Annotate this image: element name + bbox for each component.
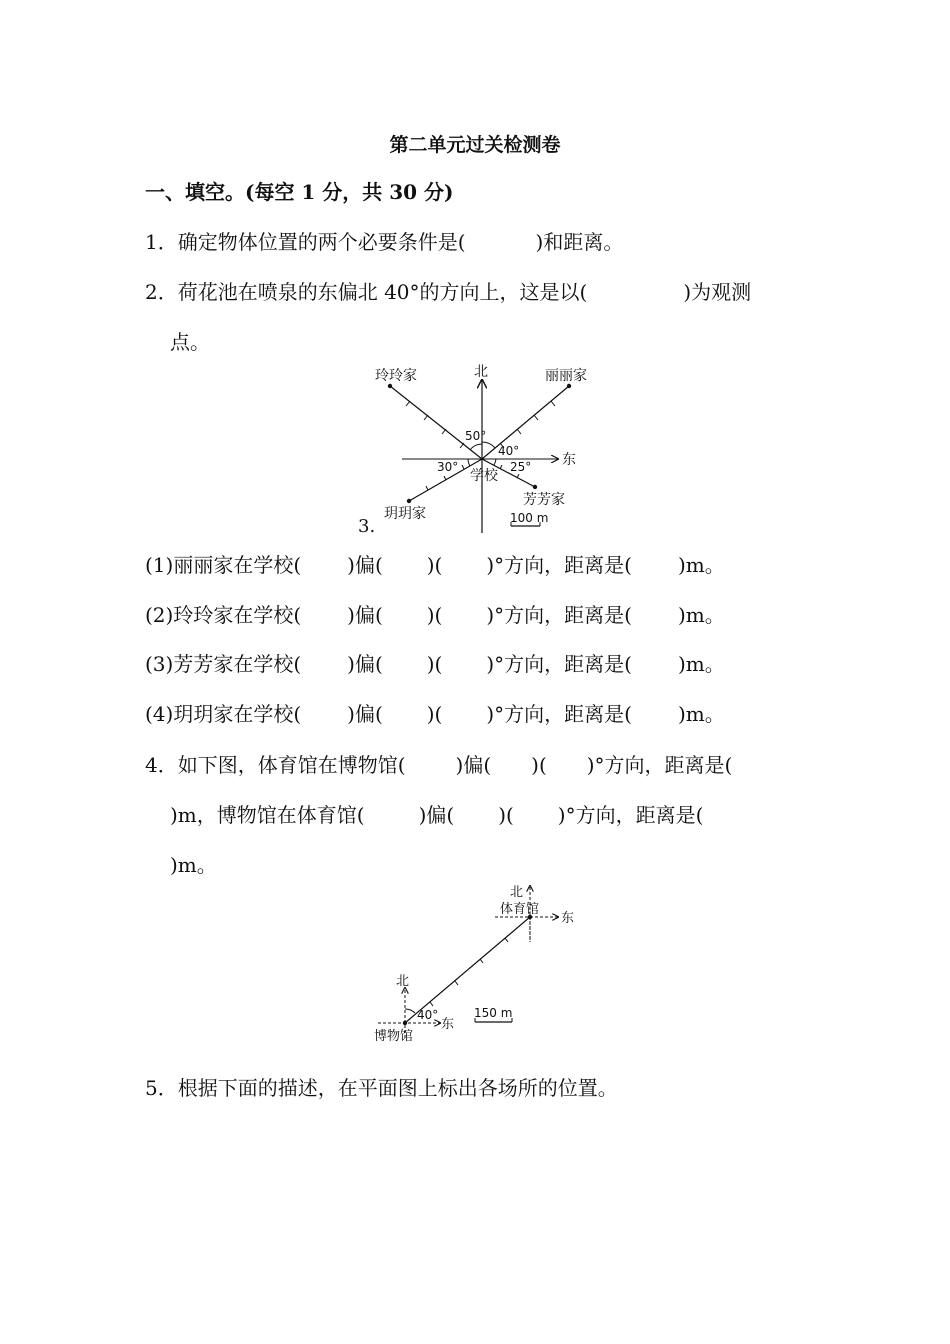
q3-label-lingling: 玲玲家 [375, 368, 417, 384]
question-5: 5．根据下面的描述，在平面图上标出各场所的位置。 [145, 1076, 618, 1100]
q3-text: )( [426, 652, 443, 676]
q3-label-yueyue: 玥玥家 [384, 506, 426, 522]
q3-text: )m。 [677, 702, 725, 726]
q3-text: )偏( [347, 702, 383, 726]
question-4-line-3: )m。 [170, 853, 217, 877]
q1-text-pre: 1．确定物体位置的两个必要条件是( [145, 230, 466, 254]
q4-tick-marks [430, 938, 508, 1006]
q3-text: )m。 [677, 603, 725, 627]
q4-angle-arc [405, 1009, 415, 1013]
q3-angle-30: 30° [437, 460, 459, 474]
q3-point-lingling [388, 384, 392, 388]
q4-text: )°方向，距离是( [557, 803, 704, 827]
q3-text: )°方向，距离是( [486, 652, 632, 676]
q3-direction-figure [340, 358, 600, 538]
q3-text: )°方向，距离是( [486, 603, 632, 627]
q3-text: )( [426, 553, 443, 577]
q3-label-school: 学校 [470, 468, 498, 484]
q4-text: 4．如下图，体育馆在博物馆( [145, 753, 406, 777]
q3-arc-50 [470, 444, 482, 450]
q4-point-museum [403, 1021, 407, 1025]
q3-angle-50: 50° [465, 429, 487, 443]
q2-text-pre: 2．荷花池在喷泉的东偏北 40°的方向上，这是以( [145, 280, 588, 304]
q3-label-lili: 丽丽家 [545, 368, 587, 384]
q4-text: )°方向，距离是( [586, 753, 733, 777]
q3-label-north: 北 [474, 364, 488, 380]
q4-direction-figure [360, 880, 590, 1050]
q3-arc-25 [494, 459, 496, 465]
question-2-continuation: 点。 [170, 330, 210, 354]
q4-label-east-top: 东 [561, 911, 575, 926]
q4-scale-label: 150 m [474, 1006, 513, 1020]
question-4-line-1 [145, 751, 732, 779]
q2-text-post: )为观测 [683, 280, 752, 304]
q3-part-3 [145, 650, 725, 678]
q3-angle-40: 40° [498, 444, 520, 458]
q3-text: )°方向，距离是( [486, 553, 632, 577]
q3-text: )偏( [347, 553, 383, 577]
q3-label-east: 东 [562, 452, 576, 468]
q4-label-museum: 博物馆 [374, 1029, 414, 1044]
q3-point-lili [567, 384, 571, 388]
q3-ray-lingling [390, 386, 482, 459]
q3-text: )( [426, 702, 443, 726]
q3-part-label: (4)玥玥家在学校( [145, 702, 302, 726]
question-4-line-2 [170, 801, 703, 829]
q3-text: )m。 [677, 553, 725, 577]
q3-part-label: (3)芳芳家在学校( [145, 652, 302, 676]
q4-text: )( [498, 803, 514, 827]
q3-text: )°方向，距离是( [486, 702, 632, 726]
q3-scale-label: 100 m [510, 511, 549, 525]
q3-angle-25: 25° [510, 460, 532, 474]
q1-text-post: )和距离。 [535, 230, 624, 254]
section-heading: 一、填空。(每空 1 分，共 30 分) [145, 180, 454, 204]
q3-part-label: (2)玲玲家在学校( [145, 603, 302, 627]
q3-arc-30 [468, 459, 470, 466]
q4-angle-label: 40° [417, 1008, 439, 1022]
q3-label-fangfang: 芳芳家 [523, 492, 565, 508]
q4-label-north-top: 北 [510, 885, 524, 900]
q3-part-2 [145, 601, 725, 629]
q3-part-1 [145, 551, 725, 579]
q4-text: )( [531, 753, 547, 777]
q3-part-label: (1)丽丽家在学校( [145, 553, 302, 577]
q3-ray-lili [482, 386, 569, 459]
q3-number: 3. [358, 516, 376, 537]
question-2 [145, 278, 751, 306]
q4-text: )偏( [455, 753, 492, 777]
q3-text: )m。 [677, 652, 725, 676]
q4-text: )m，博物馆在体育馆( [170, 803, 365, 827]
q3-text: )( [426, 603, 443, 627]
question-1 [145, 228, 623, 256]
q4-label-gym: 体育馆 [500, 902, 540, 917]
q3-text: )偏( [347, 603, 383, 627]
q3-text: )偏( [347, 652, 383, 676]
q3-part-4 [145, 700, 725, 728]
page-title: 第二单元过关检测卷 [389, 134, 561, 156]
q3-point-fangfang [533, 485, 537, 489]
q4-label-north-bottom: 北 [396, 974, 410, 989]
q4-text: )偏( [418, 803, 455, 827]
q4-label-east-bottom: 东 [441, 1017, 455, 1032]
q3-point-yueyue [407, 499, 411, 503]
